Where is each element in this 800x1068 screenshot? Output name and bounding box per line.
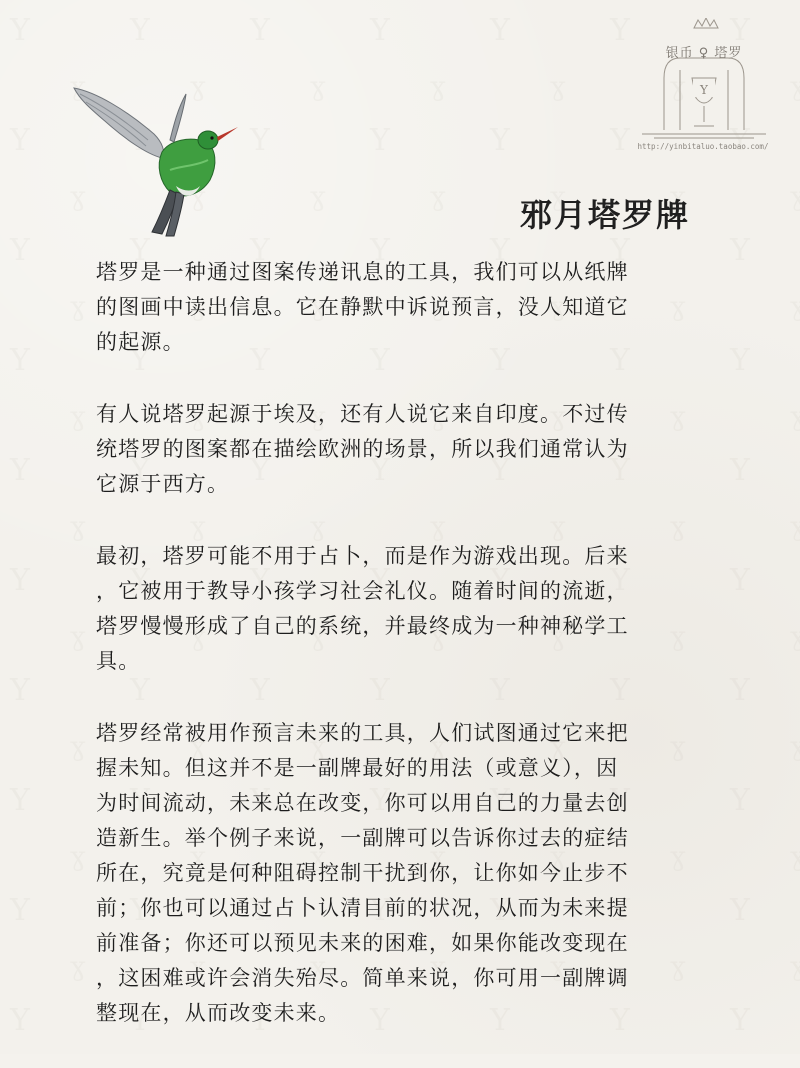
paragraph-1: 塔罗是一种通过图案传递讯息的工具，我们可以从纸牌 的图画中读出信息。它在静默中诉说预言，没人知道它 的起源。 xyxy=(96,260,629,354)
article-body xyxy=(96,255,726,1068)
paragraph-2: 有人说塔罗起源于埃及，还有人说它来自印度。不过传 统塔罗的图案都在描绘欧洲的场景，所以我们通常认为 它源于西方。 xyxy=(96,402,629,496)
emblem-letter: Y xyxy=(700,83,708,97)
paragraph-4: 塔罗经常被用作预言未来的工具，人们试图通过它来把 握未知。但这并不是一副牌最好的用法（或意义），因 为时间流动，未来总在改变，你可以用自己的力量去创 造新生。举个例子来说，一副牌可以告诉你过去的症结 所在，究竟是何种阻碍控制干扰到你，让你如今止步不 前；你也可以通过占卜认清目前的状况，从而为未来提 前准备；你还可以预见未来的困难，如果你能改变现在 ，这困难或许会消失殆尽。简单来说，你可用一副牌调 整现在，从而改变未来。 xyxy=(96,721,629,1025)
hummingbird-illustration xyxy=(66,82,246,242)
brand-url: http://yinbitaluo.taobao.com/ xyxy=(637,142,769,151)
brand-name: 银币 ♀ 塔罗 xyxy=(665,46,743,61)
paragraph-3: 最初，塔罗可能不用于占卜，而是作为游戏出现。后来 ，它被用于教导小孩学习社会礼仪。随着时间的流逝， 塔罗慢慢形成了自己的系统，并最终成为一种神秘学工 具。 xyxy=(96,544,629,673)
brand-logo xyxy=(636,18,772,158)
page-title: 邪月塔罗牌 xyxy=(520,196,691,234)
brand-logo-emblem xyxy=(636,18,772,158)
